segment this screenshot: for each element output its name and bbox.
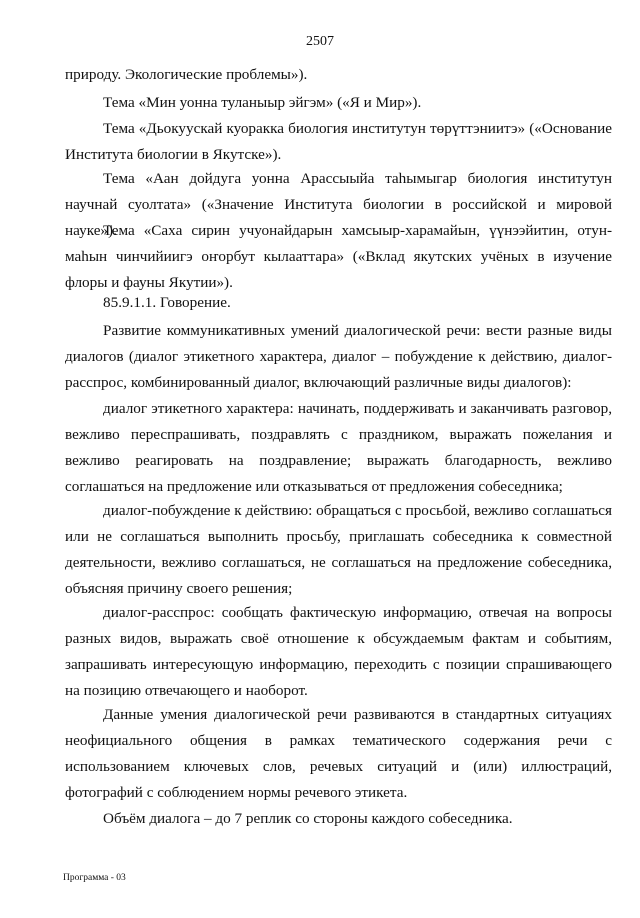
paragraph-text: Данные умения диалогической речи развиваются в стандартных ситуациях неофициального общения в рамках тематического содержания речи с использованием ключевых слов, речевых ситуаций и (или) иллюстраций, фотографий с соблюдением нормы речевого этикета. — [65, 706, 612, 801]
footer-label: Программа - 03 — [63, 873, 126, 883]
paragraph-3 — [65, 116, 612, 168]
paragraph-text: диалог этикетного характера: начинать, поддерживать и заканчивать разговор, вежливо переспрашивать, поздравлять с праздником, выражать пожелания и вежливо реагировать на поздравление; выражать благодарность, вежливо соглашаться на предложение или отказываться от предложения собеседника; — [65, 400, 612, 495]
paragraph-1 — [65, 62, 612, 88]
paragraph-text: диалог-побуждение к действию: обращаться с просьбой, вежливо соглашаться или не соглашаться выполнить просьбу, приглашать собеседника к совместной деятельности, вежливо соглашаться, не соглашаться на предложение собеседника, объясняя причину своего решения; — [65, 502, 612, 597]
paragraph-10 — [65, 600, 612, 704]
paragraph-6 — [65, 290, 612, 316]
paragraph-8 — [65, 396, 612, 500]
paragraph-2 — [65, 90, 612, 116]
paragraph-text: Объём диалога – до 7 реплик со стороны каждого собеседника. — [103, 810, 513, 827]
paragraph-text: природу. Экологические проблемы»). — [65, 66, 308, 83]
paragraph-text: Тема «Саха сирин учуонайдарын хамсыыр-харамайын, үүнээйитин, отун-маһын чинчийиигэ оҥорбут кылааттара» («Вклад якутских учёных в изучение флоры и фауны Якутии»). — [65, 222, 612, 291]
paragraph-11 — [65, 702, 612, 806]
paragraph-5 — [65, 218, 612, 296]
paragraph-text: Тема «Дьокуускай куоракка биология институтун төрүттэниитэ» («Основание Института биологии в Якутске»). — [65, 120, 612, 163]
paragraph-9 — [65, 498, 612, 602]
paragraph-text: 85.9.1.1. Говорение. — [103, 294, 231, 311]
paragraph-text: диалог-расспрос: сообщать фактическую информацию, отвечая на вопросы разных видов, выражать своё отношение к обсуждаемым фактам и событиям, запрашивать интересующую информацию, переходить с позиции спрашивающего на позицию отвечающего и наоборот. — [65, 604, 612, 699]
paragraph-7 — [65, 318, 612, 396]
paragraph-text: Развитие коммуникативных умений диалогической речи: вести разные виды диалогов (диалог этикетного характера, диалог – побуждение к действию, диалог-расспрос, комбинированный диалог, включающий различные виды диалогов): — [65, 322, 612, 391]
paragraph-12 — [65, 806, 612, 832]
paragraph-text: Тема «Аан дойдуга уонна Арассыыйа таһымыгар биология институтун научнай суолтата» («Значение Института биологии в российской и мировой науке»). — [65, 170, 612, 239]
paragraph-text: Тема «Мин уонна туланыыр эйгэм» («Я и Мир»). — [103, 94, 422, 111]
page-number: 2507 — [306, 34, 334, 49]
